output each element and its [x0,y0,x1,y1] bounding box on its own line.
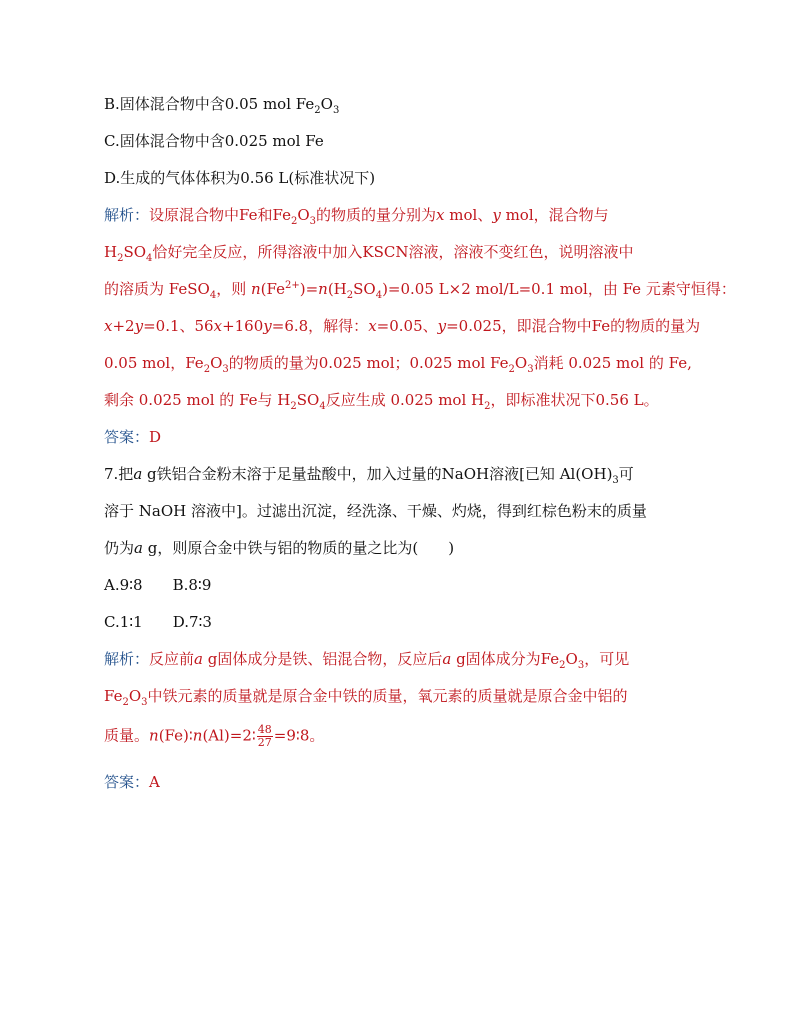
answer-label: 答案： [104,428,150,446]
analysis-2-line-1: 解析：反应前a g固体成分是铁、铝混合物，反应后a g固体成分为$Fe_2O_3$，可见 [104,650,630,671]
question-7-line-2: 溶于 NaOH 溶液中]。过滤出沉淀，经洗涤、干燥、灼烧，得到红棕色粉末的质量 [104,502,647,520]
fraction-48-27: $\frac{48}{27}$ [257,723,272,749]
analysis-line-2: $H_2SO_4$恰好完全反应，所得溶液中加入KSCN溶液，溶液不变红色，说明溶液中 [104,243,634,264]
answer-label: 答案： [104,773,150,791]
analysis-label: 解析： [104,650,150,668]
analysis-line-6: 剩余 0.025 mol 的 Fe与 $H_2SO_4$反应生成 0.025 mol $H_2$，即标准状况下0.56 L。 [104,391,659,412]
analysis-2-line-3: 质量。n(Fe)∶n(Al)=2∶ $\frac{48}{27}$ =9∶8。 [104,723,325,749]
options-ab: A.9∶8 B.8∶9 [104,576,212,594]
analysis-line-3: 的溶质为 FeSO$_4$，则 $n(Fe^{2+})=n(H_2SO_4)=0.05$ L×2 mol/L=0.1 mol，由 Fe 元素守恒得： [104,280,736,301]
question-7-line-1: 7.把a g铁铝合金粉末溶于足量盐酸中，加入过量的NaOH溶液[已知 $Al(OH)_3$可 [104,465,634,486]
option-c: C.固体混合物中含0.025 mol Fe [104,132,324,150]
analysis-label: 解析： [104,206,150,224]
question-7-line-3: 仍为a g，则原合金中铁与铝的物质的量之比为( ) [104,539,455,557]
analysis-line-4: x+2y=0.1、56x+160y=6.8，解得：x=0.05、y=0.025，即混合物中Fe的物质的量为 [104,317,701,335]
answer-value: D [149,428,162,446]
option-b: B.固体混合物中含0.05 mol $Fe_2O_3$ [104,95,340,116]
analysis-line-1: 解析：设原混合物中Fe和$Fe_2O_3$的物质的量分别为x mol、y mol，混合物与 [104,206,609,227]
analysis-line-5: 0.05 mol，$Fe_2O_3$的物质的量为0.025 mol；0.025 mol $Fe_2O_3$消耗 0.025 mol 的 Fe, [104,354,692,375]
answer-value: A [149,773,160,791]
analysis-2-line-2: $Fe_2O_3$中铁元素的质量就是原合金中铁的质量，氧元素的质量就是原合金中铝的 [104,687,628,708]
answer-1 [104,427,161,447]
option-d: D.生成的气体体积为0.56 L(标准状况下) [104,169,376,187]
answer-2 [104,772,160,792]
options-cd: C.1∶1 D.7∶3 [104,613,212,631]
